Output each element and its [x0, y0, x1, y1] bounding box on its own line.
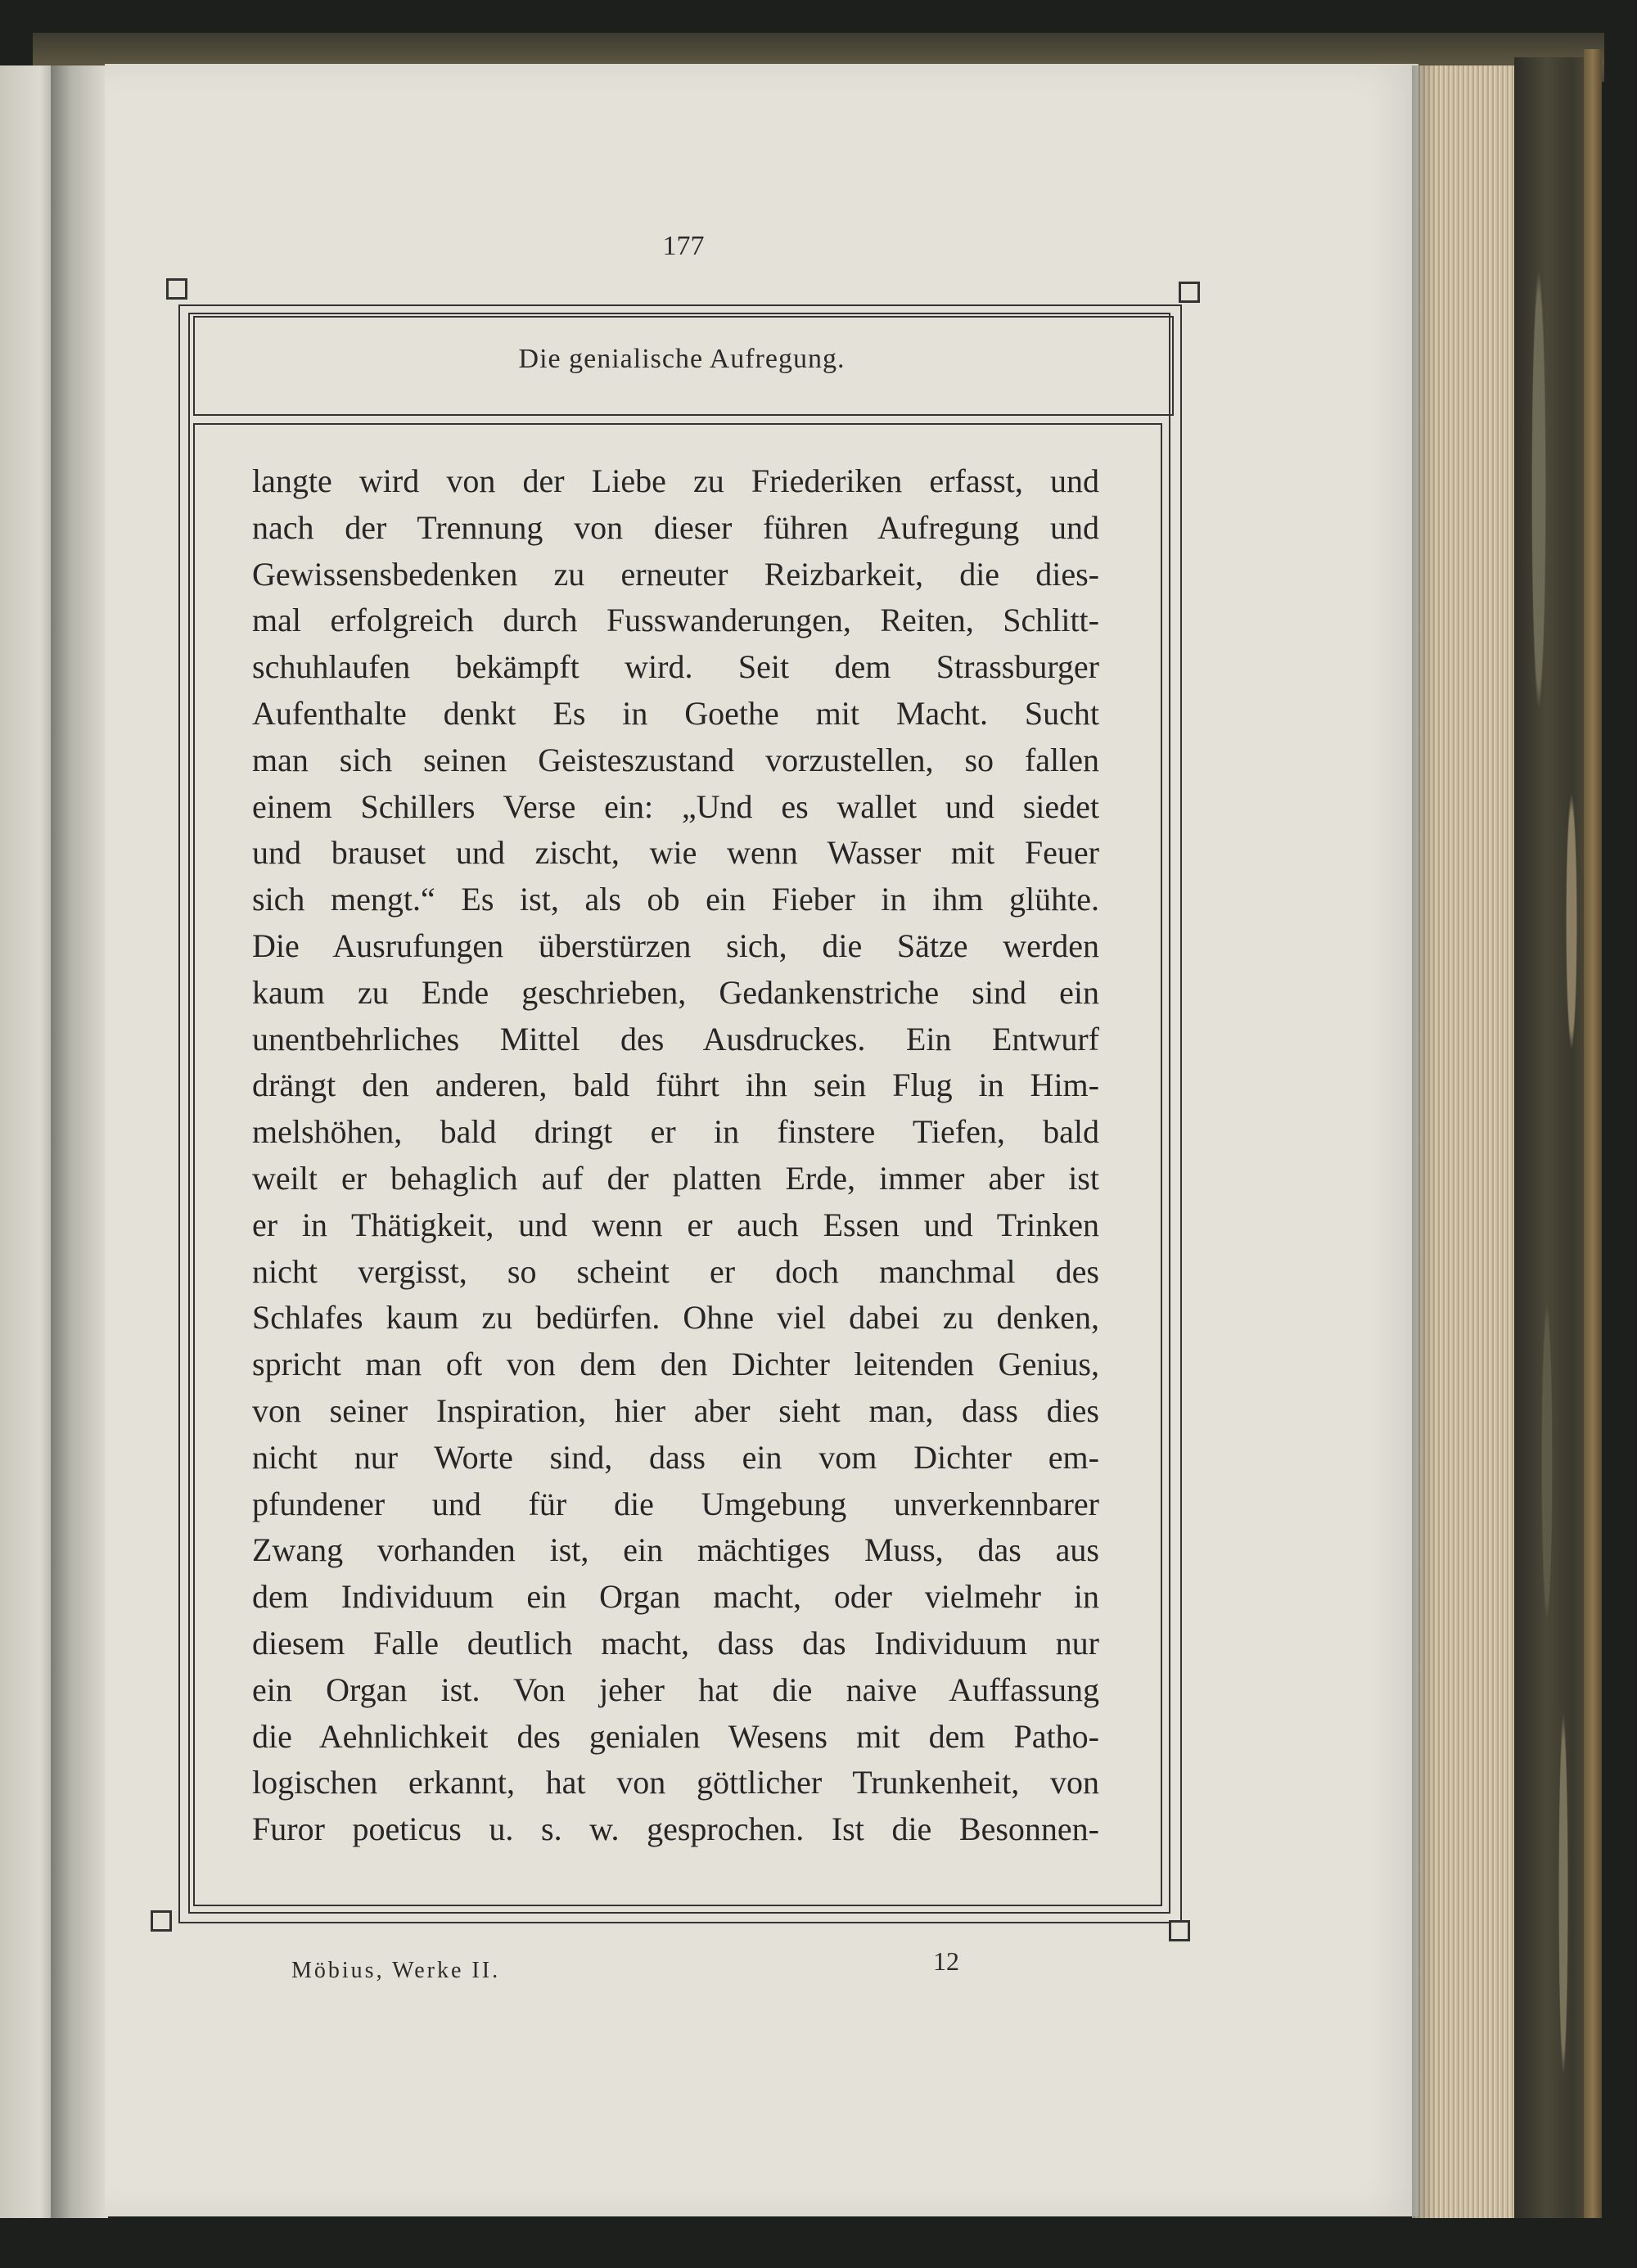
- running-head: Die genialische Aufregung.: [518, 344, 846, 374]
- text-line: pfundener und für die Umgebung unverkennbarer: [252, 1485, 1099, 1522]
- text-line: er in Thätigkeit, und wenn er auch Essen und Trinken: [252, 1206, 1099, 1243]
- gutter-shadow: [51, 65, 108, 2218]
- frame-corner-bottom-right: [1169, 1920, 1190, 1941]
- text-line: mal erfolgreich durch Fusswanderungen, Reiten, Schlitt-: [252, 602, 1099, 639]
- text-line: einem Schillers Verse ein: „Und es wallet und siedet: [252, 787, 1099, 825]
- footer-title: Möbius, Werke II.: [291, 1958, 501, 1983]
- signature-mark: 12: [933, 1946, 959, 1976]
- text-line: weilt er behaglich auf der platten Erde, immer aber ist: [252, 1159, 1099, 1197]
- text-line: man sich seinen Geisteszustand vorzustellen, so fallen: [252, 741, 1099, 778]
- text-line: drängt den anderen, bald führt ihn sein Flug in Him-: [252, 1066, 1099, 1104]
- text-line: von seiner Inspiration, hier aber sieht man, dass dies: [252, 1391, 1099, 1429]
- facing-page: [0, 65, 57, 2218]
- frame-corner-top-left: [166, 278, 187, 300]
- text-line: kaum zu Ende geschrieben, Gedankenstriche sind ein: [252, 973, 1099, 1011]
- text-line: Furor poeticus u. s. w. gesprochen. Ist die Besonnen-: [252, 1810, 1099, 1848]
- text-line: logischen erkannt, hat von göttlicher Trunkenheit, von: [252, 1764, 1099, 1801]
- frame-corner-bottom-left: [151, 1910, 172, 1932]
- text-line: Zwang vorhanden ist, ein mächtiges Muss, das aus: [252, 1531, 1099, 1569]
- text-line: dem Individuum ein Organ macht, oder vielmehr in: [252, 1578, 1099, 1616]
- body-text: [252, 458, 1099, 1853]
- text-line: und brauset und zischt, wie wenn Wasser mit Feuer: [252, 834, 1099, 872]
- frame-corner-top-right: [1179, 282, 1200, 303]
- text-line: ein Organ ist. Von jeher hat die naive Auffassung: [252, 1671, 1099, 1708]
- page-edge-shadow: [1412, 65, 1436, 2218]
- text-line: diesem Falle deutlich macht, dass das Individuum nur: [252, 1624, 1099, 1662]
- text-line: melshöhen, bald dringt er in finstere Tiefen, bald: [252, 1113, 1099, 1151]
- cover-spine-edge: [1584, 49, 1602, 2218]
- page-number: 177: [662, 231, 705, 261]
- text-line: Gewissensbedenken zu erneuter Reizbarkeit, die dies-: [252, 555, 1099, 593]
- text-line: sich mengt.“ Es ist, als ob ein Fieber in ihm glühte.: [252, 881, 1099, 918]
- text-line: spricht man oft von dem den Dichter leitenden Genius,: [252, 1346, 1099, 1383]
- text-line: die Aehnlichkeit des genialen Wesens mit dem Patho-: [252, 1717, 1099, 1755]
- text-line: langte wird von der Liebe zu Friederiken erfasst, und: [252, 462, 1099, 499]
- text-line: Die Ausrufungen überstürzen sich, die Sätze werden: [252, 927, 1099, 964]
- text-line: nicht nur Worte sind, dass ein vom Dichter em-: [252, 1438, 1099, 1476]
- text-line: nach der Trennung von dieser führen Aufregung und: [252, 508, 1099, 546]
- text-line: Aufenthalte denkt Es in Goethe mit Macht. Sucht: [252, 694, 1099, 732]
- text-line: nicht vergisst, so scheint er doch manchmal des: [252, 1252, 1099, 1290]
- text-line: Schlafes kaum zu bedürfen. Ohne viel dabei zu denken,: [252, 1299, 1099, 1337]
- text-line: schuhlaufen bekämpft wird. Seit dem Strassburger: [252, 648, 1099, 686]
- text-line: unentbehrliches Mittel des Ausdruckes. Ein Entwurf: [252, 1020, 1099, 1057]
